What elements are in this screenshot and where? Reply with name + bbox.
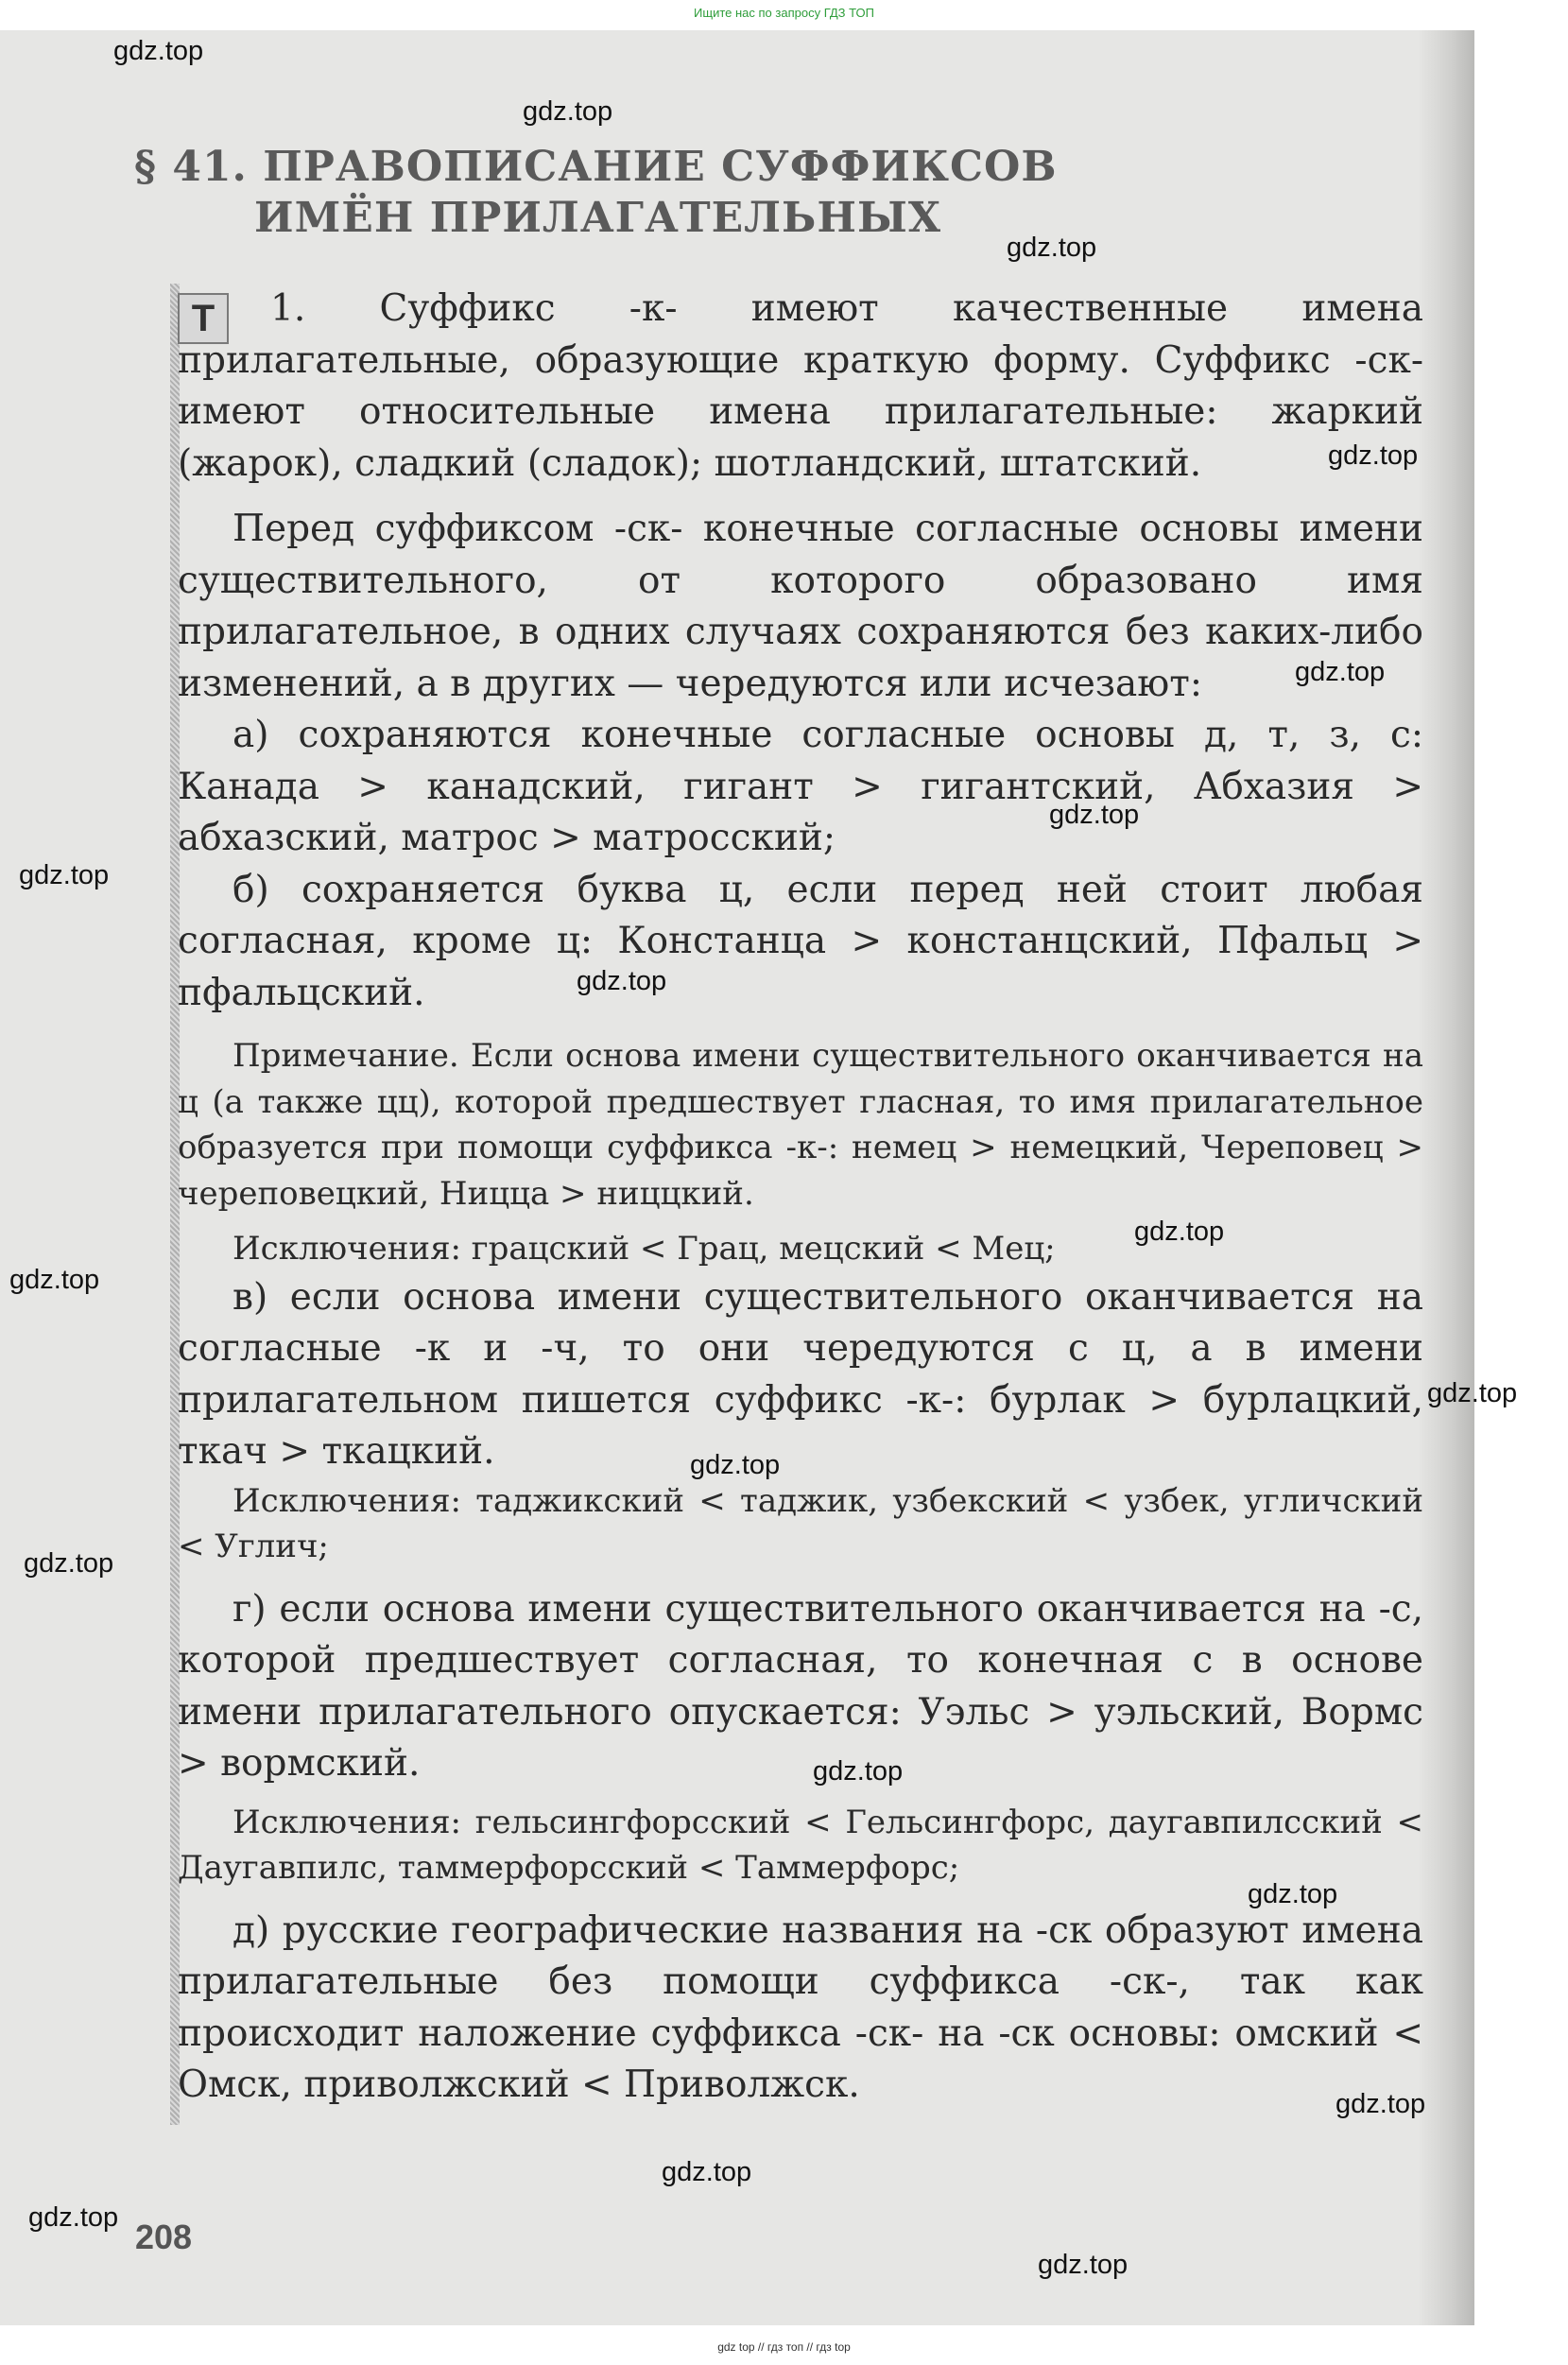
paragraph-d: д) русские географические названия на -ск образуют имена прилагательные без помощи суффикса -ск-, так как происходит наложение суффикса -ск- на -ск основы: омский < Омск, приволжский < Приволжск. — [178, 1908, 1423, 2106]
watermark: gdz.top — [1007, 233, 1097, 263]
watermark: gdz.top — [577, 966, 667, 996]
watermark: gdz.top — [24, 1548, 114, 1579]
note: Примечание. Если основа имени существительного оканчивается на ц (а также цц), которой предшествует гласная, то имя прилагательное образуется при помощи суффикса -к-: немец > немецкий, Череповец > череповецкий, Ницца > ниццкий. — [178, 1037, 1423, 1213]
watermark: gdz.top — [1049, 800, 1140, 830]
watermark: gdz.top — [813, 1756, 904, 1787]
paragraph-a: а) сохраняются конечные согласные основы д, т, з, с: Канада > канадский, гигант > гигантский, Абхазия > абхазский, матрос > матросский; — [178, 714, 1423, 859]
page-number: 208 — [135, 2218, 193, 2256]
section-title-line1: § 41. ПРАВОПИСАНИЕ СУФФИКСОВ — [134, 143, 1058, 191]
watermark: gdz.top — [1295, 657, 1386, 687]
section-title — [134, 142, 1363, 244]
page-spine-shadow — [1418, 30, 1474, 2325]
watermark: gdz.top — [9, 1265, 100, 1295]
exceptions-3: Исключения: гельсингфорсский < Гельсингфорс, даугавпилсский < Даугавпилс, таммерфорсский < Таммерфорс; — [178, 1803, 1423, 1887]
paragraph-v: в) если основа имени существительного оканчивается на согласные -к и -ч, то они чередуются с ц, а в имени прилагательном пишется суффикс -к-: бурлак > бурлацкий, ткач > ткацкий. — [178, 1275, 1423, 1473]
watermark: gdz.top — [1335, 2089, 1426, 2119]
exceptions-1: Исключения: грацский < Грац, мецский < Мец; — [233, 1230, 1056, 1268]
watermark: gdz.top — [1427, 1378, 1518, 1408]
theory-badge: Т — [178, 293, 229, 344]
watermark: gdz.top — [113, 36, 204, 66]
rule-text — [178, 284, 1423, 2112]
paragraph-b: б) сохраняется буква ц, если перед ней стоит любая согласная, кроме ц: Констанца > констанцский, Пфальц > пфальцский. — [178, 868, 1423, 1014]
watermark: gdz.top — [19, 860, 110, 890]
watermark: gdz.top — [1038, 2250, 1129, 2280]
paragraph-2: Перед суффиксом -ск- конечные согласные основы имени существительного, от которого образовано имя прилагательное, в одних случаях сохраняются без каких-либо изменений, а в других — чередуются или исчезают: — [178, 508, 1423, 705]
watermark: gdz.top — [690, 1450, 781, 1480]
watermark: gdz.top — [1134, 1217, 1225, 1247]
paragraph-g: г) если основа имени существительного оканчивается на -с, которой предшествует согласная, то конечная с в основе имени прилагательного опускается: Уэльс > уэльский, Вормс > вормский. — [178, 1587, 1423, 1785]
exceptions-2: Исключения: таджикский < таджик, узбекский < узбек, угличский < Углич; — [178, 1481, 1423, 1565]
watermark: gdz.top — [523, 96, 613, 127]
top-banner: Ищите нас по запросу ГДЗ ТОП — [694, 6, 874, 20]
section-title-line2: ИМЁН ПРИЛАГАТЕЛЬНЫХ — [254, 194, 941, 242]
watermark: gdz.top — [1328, 440, 1419, 471]
watermark: gdz.top — [1248, 1879, 1338, 1909]
bottom-footer: gdz top // гдз топ // гдз top — [717, 2340, 851, 2354]
watermark: gdz.top — [28, 2202, 119, 2233]
paragraph-1: 1. Суффикс -к- имеют качественные имена прилагательные, образующие краткую форму. Суффикс -ск- имеют относительные имена прилагательные: жаркий (жарок), сладкий (сладок); шотландский, штатский. — [178, 287, 1423, 485]
watermark: gdz.top — [662, 2157, 752, 2187]
